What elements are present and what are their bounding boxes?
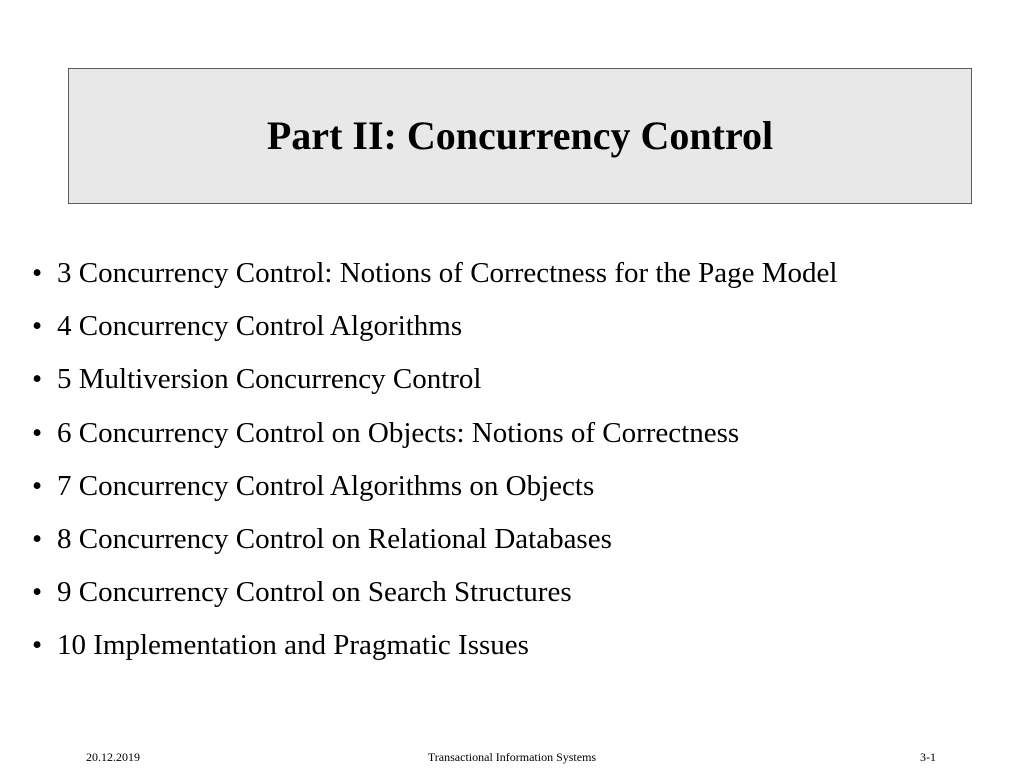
footer-date: 20.12.2019 [86,750,140,764]
bullet-icon: • [32,416,43,449]
list-item [32,572,992,625]
list-item-label: 5 Multiversion Concurrency Control [57,363,482,396]
list-item-label: 9 Concurrency Control on Search Structures [57,576,572,609]
list-item [32,466,992,519]
list-item [32,253,992,306]
bullet-icon: • [32,522,43,555]
footer-course-title: Transactional Information Systems [427,750,597,764]
slide-footer [0,748,1024,766]
bullet-icon: • [32,363,43,396]
list-item-label: 4 Concurrency Control Algorithms [57,310,463,343]
list-item [32,519,992,572]
list-item-label: 8 Concurrency Control on Relational Databases [57,522,612,555]
topic-list [32,253,992,679]
slide-title: Part II: Concurrency Control [266,113,774,158]
list-item-label: 10 Implementation and Pragmatic Issues [57,629,529,662]
bullet-icon: • [32,469,43,502]
bullet-icon: • [32,310,43,343]
list-item [32,413,992,466]
list-item-label: 6 Concurrency Control on Objects: Notions of Correctness [57,416,740,449]
bullet-icon: • [32,629,43,662]
list-item [32,625,992,678]
list-item [32,359,992,412]
list-item [32,306,992,359]
bullet-icon: • [32,257,43,289]
bullet-icon: • [32,576,43,609]
title-box [68,68,972,204]
list-item-label: 7 Concurrency Control Algorithms on Objects [57,469,595,502]
list-item-label: 3 Concurrency Control: Notions of Correctness for the Page Model [57,257,838,289]
footer-page-number: 3-1 [920,750,936,764]
